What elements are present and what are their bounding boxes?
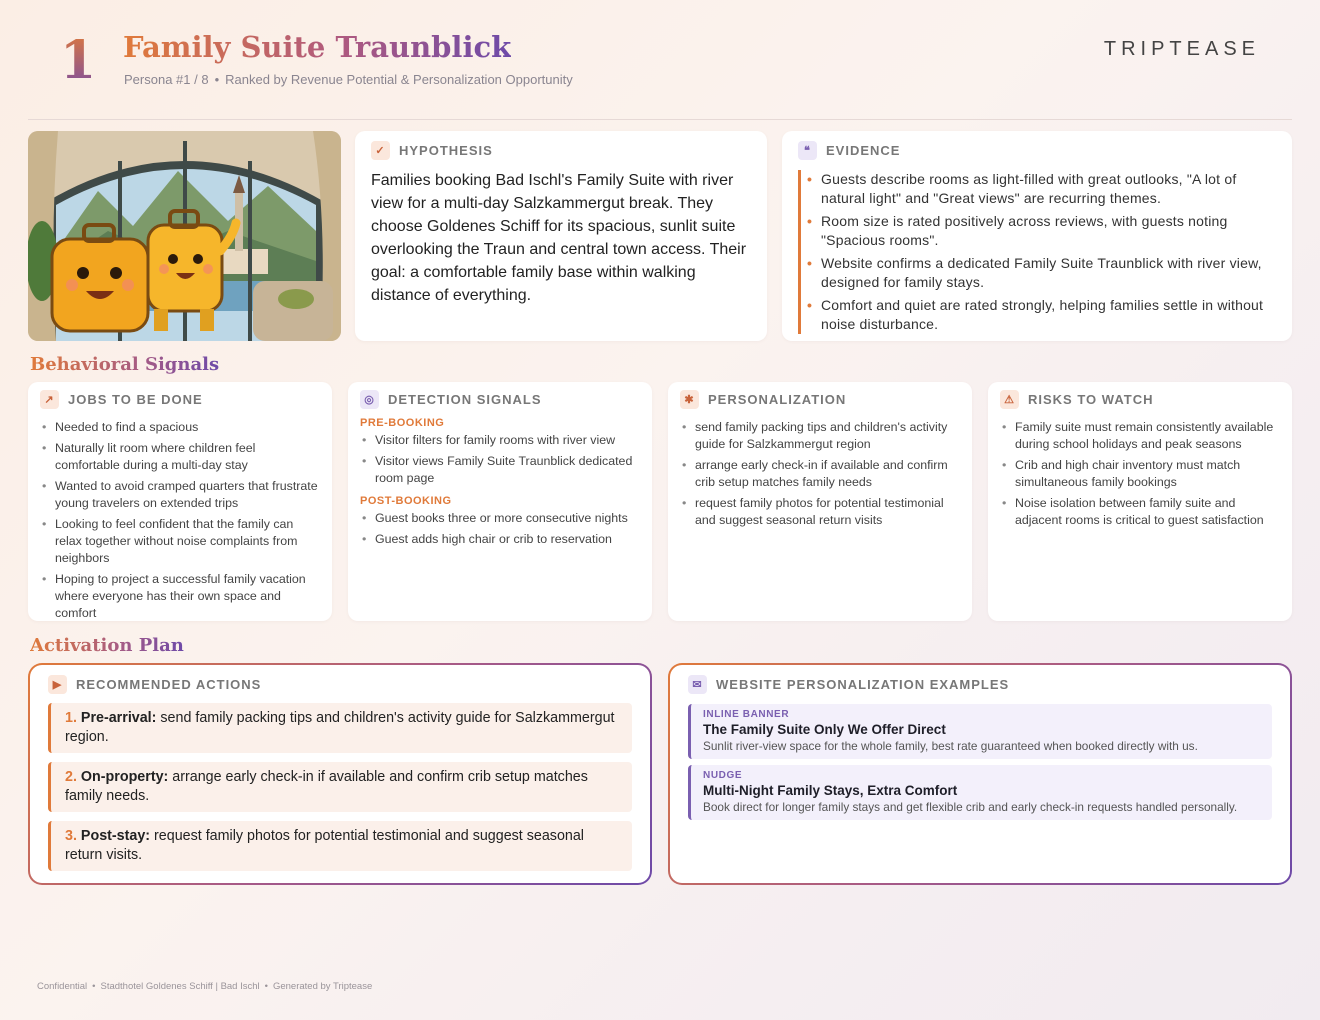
example-tag: NUDGE xyxy=(703,770,743,781)
action-text: send family packing tips and children's activity guide for Salzkammergut region. xyxy=(65,710,615,745)
evidence-item: • Website confirms a dedicated Family Suite Traunblick with river view, designed for family stays. xyxy=(821,254,1276,292)
action-item xyxy=(48,703,632,753)
list-item: • arrange early check-in if available and confirm crib setup matches family needs xyxy=(680,457,960,491)
personalization-list xyxy=(680,419,960,529)
quote-icon: ❝ xyxy=(798,141,817,160)
list-item: • Needed to find a spacious xyxy=(40,419,320,436)
behavioral-section-title: Behavioral Signals xyxy=(30,354,220,375)
actions-heading: RECOMMENDED ACTIONS xyxy=(76,677,262,692)
jobs-list xyxy=(40,419,320,622)
check-icon: ✓ xyxy=(371,141,390,160)
action-number: 2. xyxy=(65,769,77,785)
recommended-actions-card xyxy=(28,663,652,885)
website-heading: WEBSITE PERSONALIZATION EXAMPLES xyxy=(716,677,1010,692)
personalization-heading: PERSONALIZATION xyxy=(708,392,847,407)
post-booking-label: POST-BOOKING xyxy=(360,495,452,507)
action-number: 3. xyxy=(65,828,77,844)
action-item xyxy=(48,821,632,871)
evidence-heading: EVIDENCE xyxy=(826,143,901,158)
footer-confidential: Confidential xyxy=(37,981,88,992)
persona-count: Persona #1 / 8 xyxy=(124,72,209,87)
jobs-card xyxy=(28,382,332,621)
persona-page xyxy=(28,0,1292,1020)
action-text: request family photos for potential testimonial and suggest seasonal return visits. xyxy=(65,828,584,863)
detection-header xyxy=(360,390,640,409)
page-header xyxy=(28,0,1292,120)
risks-heading: RISKS TO WATCH xyxy=(1028,392,1154,407)
persona-illustration xyxy=(28,131,341,341)
mail-icon: ✉ xyxy=(688,675,707,694)
website-example xyxy=(688,704,1272,759)
list-item: • Guest adds high chair or crib to reservation xyxy=(360,531,640,548)
example-tag: INLINE BANNER xyxy=(703,709,790,720)
action-label: On-property: xyxy=(80,769,169,785)
persona-rank: 1 xyxy=(60,30,97,91)
website-personalization-card xyxy=(668,663,1292,885)
warning-icon: ⚠ xyxy=(1000,390,1019,409)
list-item: • send family packing tips and children's activity guide for Salzkammergut region xyxy=(680,419,960,453)
list-item: • Family suite must remain consistently available during school holidays and peak seasons xyxy=(1000,419,1280,453)
risks-header xyxy=(1000,390,1280,409)
evidence-item: • Comfort and quiet are rated strongly, helping families settle in without noise disturbance. xyxy=(821,296,1276,334)
sparkle-icon: ✱ xyxy=(680,390,699,409)
actions-header xyxy=(48,675,632,694)
pre-booking-label: PRE-BOOKING xyxy=(360,417,445,429)
evidence-item: • Room size is rated positively across reviews, with guests noting "Spacious rooms". xyxy=(821,212,1276,250)
example-headline: The Family Suite Only We Offer Direct xyxy=(703,722,946,737)
activation-section-title: Activation Plan xyxy=(30,635,184,656)
suitcase-mascots-image xyxy=(28,131,341,341)
separator: • xyxy=(92,981,96,992)
arrow-up-right-icon: ↗ xyxy=(40,390,59,409)
list-item: • Wanted to avoid cramped quarters that frustrate young travelers on extended trips xyxy=(40,478,320,512)
action-item xyxy=(48,762,632,812)
list-item: • Guest books three or more consecutive nights xyxy=(360,510,640,527)
risks-list xyxy=(1000,419,1280,529)
list-item: • Hoping to project a successful family vacation where everyone has their own space and comfort xyxy=(40,571,320,622)
list-item: • request family photos for potential testimonial and suggest seasonal return visits xyxy=(680,495,960,529)
list-item: • Visitor views Family Suite Traunblick dedicated room page xyxy=(360,453,640,487)
hypothesis-heading: HYPOTHESIS xyxy=(399,143,493,158)
example-body: Book direct for longer family stays and get flexible crib and early check-in requests handled personally. xyxy=(703,800,1238,814)
list-item: • Noise isolation between family suite and adjacent rooms is critical to guest satisfaction xyxy=(1000,495,1280,529)
footer-hotel: Stadthotel Goldenes Schiff | Bad Ischl xyxy=(100,981,260,992)
detection-heading: DETECTION SIGNALS xyxy=(388,392,542,407)
detection-card xyxy=(348,382,652,621)
hypothesis-card xyxy=(355,131,767,341)
evidence-card xyxy=(782,131,1292,341)
page-title: Family Suite Traunblick xyxy=(123,30,512,64)
example-headline: Multi-Night Family Stays, Extra Comfort xyxy=(703,783,958,798)
action-label: Post-stay: xyxy=(80,828,151,844)
action-number: 1. xyxy=(65,710,77,726)
recommended-actions-body xyxy=(30,665,650,883)
personalization-card xyxy=(668,382,972,621)
brand-logo: TRIPTEASE xyxy=(1103,38,1260,60)
website-personalization-body xyxy=(670,665,1290,883)
list-item: • Crib and high chair inventory must match simultaneous family bookings xyxy=(1000,457,1280,491)
action-text: arrange early check-in if available and confirm crib setup matches family needs. xyxy=(65,769,588,804)
hypothesis-text: Families booking Bad Ischl's Family Suite with river view for a multi-day Salzkammergut break. They choose Goldenes Schiff for its spacious, sunlit suite overlooking the Traun and central town access. Their goal: a comfortable family base within walking distance of everything. xyxy=(371,172,747,304)
jobs-header xyxy=(40,390,320,409)
target-icon: ◎ xyxy=(360,390,379,409)
list-item: • Visitor filters for family rooms with river view xyxy=(360,432,640,449)
evidence-header xyxy=(798,141,1276,160)
page-subtitle xyxy=(124,72,573,87)
website-example xyxy=(688,765,1272,820)
example-body: Sunlit river-view space for the whole family, best rate guaranteed when booked directly with us. xyxy=(703,739,1198,753)
evidence-list xyxy=(798,170,1276,334)
pre-booking-list xyxy=(360,432,640,487)
separator: • xyxy=(264,981,268,992)
list-item: • Naturally lit room where children feel comfortable during a multi-day stay xyxy=(40,440,320,474)
personalization-header xyxy=(680,390,960,409)
website-header xyxy=(688,675,1272,694)
action-label: Pre-arrival: xyxy=(80,710,157,726)
page-footer xyxy=(37,981,372,992)
footer-generated: Generated by Triptease xyxy=(272,981,373,992)
play-icon: ▶ xyxy=(48,675,67,694)
separator: • xyxy=(214,72,220,87)
list-item: • Looking to feel confident that the family can relax together without noise complaints from neighbors xyxy=(40,516,320,567)
post-booking-list xyxy=(360,510,640,548)
evidence-item: • Guests describe rooms as light-filled with great outlooks, "A lot of natural light" and "Great views" are recurring themes. xyxy=(821,170,1276,208)
jobs-heading: JOBS TO BE DONE xyxy=(68,392,203,407)
risks-card xyxy=(988,382,1292,621)
ranking-note: Ranked by Revenue Potential & Personalization Opportunity xyxy=(225,72,573,87)
hypothesis-header xyxy=(371,141,751,160)
